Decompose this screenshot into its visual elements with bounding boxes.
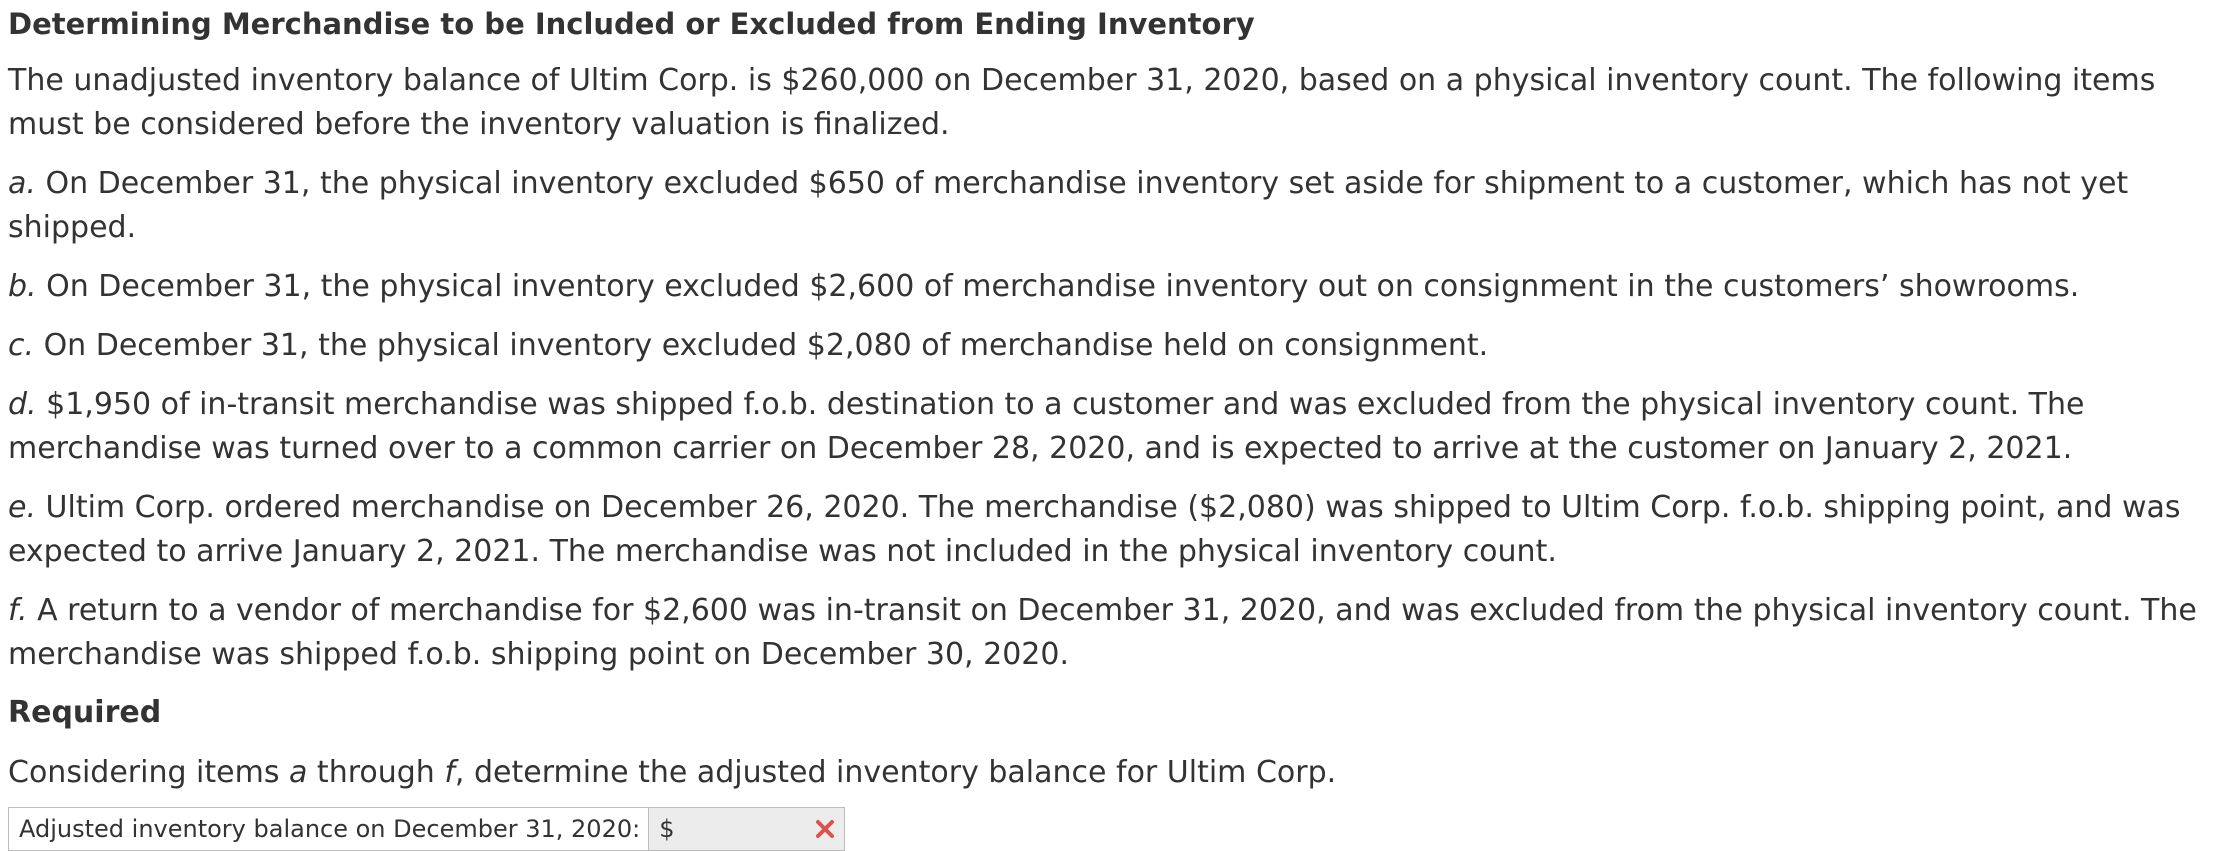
required-prompt xyxy=(8,751,2212,795)
item-text: Ultim Corp. ordered merchandise on December 26, 2020. The merchandise ($2,080) was shipped to Ultim Corp. f.o.b. shipping point, and was expected to arrive January 2, 2021. The merchandise was not included in the physical inventory count. xyxy=(8,490,2181,569)
item-letter: e. xyxy=(8,490,36,525)
item-text: On December 31, the physical inventory excluded $2,080 of merchandise held on consignment. xyxy=(34,328,1489,363)
item-f xyxy=(8,589,2212,677)
item-c xyxy=(8,324,2212,368)
answer-row xyxy=(8,807,2212,851)
currency-symbol: $ xyxy=(659,815,675,843)
page-title: Determining Merchandise to be Included or Excluded from Ending Inventory xyxy=(8,7,1255,41)
x-icon xyxy=(814,818,836,840)
item-letter: f. xyxy=(8,593,28,628)
item-letter: d. xyxy=(8,387,37,422)
item-text: On December 31, the physical inventory excluded $2,600 of merchandise inventory out on consignment in the customers’ showrooms. xyxy=(36,269,2080,304)
required-heading: Required xyxy=(8,695,162,730)
item-letter: c. xyxy=(8,328,35,363)
item-b xyxy=(8,265,2212,309)
item-text: $1,950 of in-transit merchandise was shipped f.o.b. destination to a customer and was excluded from the physical inventory count. The merchandise was turned over to a common carrier on December 28, 2020, and is expected to arrive at the customer on January 2, 2021. xyxy=(8,387,2085,466)
prompt-first-item: a xyxy=(289,755,308,790)
adjusted-inventory-input[interactable] xyxy=(678,814,802,844)
item-e xyxy=(8,486,2212,574)
item-letter: b. xyxy=(8,269,37,304)
answer-field xyxy=(649,807,845,851)
prompt-middle: through xyxy=(307,755,445,790)
item-text: A return to a vendor of merchandise for $2,600 was in-transit on December 31, 2020, and was excluded from the physical inventory count. The merchandise was shipped f.o.b. shipping point on December 30, 2020. xyxy=(8,593,2197,672)
prompt-last-item: f xyxy=(444,755,455,790)
item-letter: a. xyxy=(8,166,36,201)
intro-paragraph: The unadjusted inventory balance of Ultim Corp. is $260,000 on December 31, 2020, based on a physical inventory count. The following items must be considered before the inventory valuation is finalized. xyxy=(8,63,2156,142)
item-text: On December 31, the physical inventory excluded $650 of merchandise inventory set aside for shipment to a customer, which has not yet shipped. xyxy=(8,166,2129,245)
prompt-after: , determine the adjusted inventory balance for Ultim Corp. xyxy=(454,755,1337,790)
item-d xyxy=(8,383,2212,471)
prompt-before: Considering items xyxy=(8,755,289,790)
item-a xyxy=(8,162,2212,250)
answer-label: Adjusted inventory balance on December 31, 2020: xyxy=(8,807,649,851)
